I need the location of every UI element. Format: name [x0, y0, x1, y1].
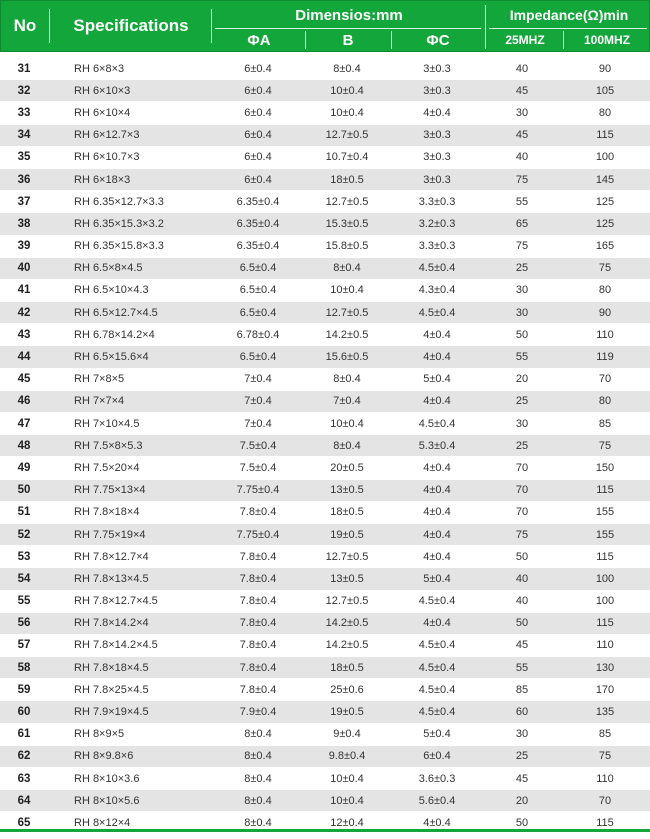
cell-no: 57 [17, 639, 31, 652]
cell-b: 14.2±0.5 [325, 639, 369, 652]
table-row [0, 213, 650, 235]
header-specifications: Specifications [73, 16, 189, 35]
cell-a: 8±0.4 [244, 750, 272, 763]
cell-a: 8±0.4 [244, 728, 272, 741]
cell-spec: RH 6×10.7×3 [74, 151, 140, 164]
cell-25mhz: 25 [515, 395, 529, 408]
header-divider [563, 31, 564, 49]
cell-a: 7.9±0.4 [239, 706, 277, 719]
cell-b: 10±0.4 [330, 284, 364, 297]
cell-25mhz: 45 [515, 772, 529, 785]
table-row [0, 746, 650, 768]
header-divider [49, 9, 50, 43]
cell-25mhz: 55 [515, 195, 529, 208]
cell-100mhz: 75 [598, 262, 612, 275]
table-row [0, 102, 650, 124]
table-bottom-rule [0, 829, 650, 832]
table-row [0, 169, 650, 191]
cell-b: 12.7±0.5 [325, 129, 369, 142]
cell-25mhz: 30 [515, 306, 529, 319]
cell-spec: RH 7.75×19×4 [74, 528, 146, 541]
cell-c: 4.5±0.4 [418, 706, 456, 719]
cell-25mhz: 25 [515, 439, 529, 452]
cell-25mhz: 55 [515, 351, 529, 364]
cell-100mhz: 100 [595, 572, 615, 585]
cell-spec: RH 6×18×3 [74, 173, 131, 186]
cell-no: 53 [17, 550, 31, 563]
cell-no: 35 [17, 151, 31, 164]
header-col-25mhz: 25MHZ [505, 33, 545, 47]
cell-spec: RH 7.8×14.2×4.5 [74, 639, 158, 652]
cell-spec: RH 6×8×3 [74, 62, 125, 75]
cell-a: 6.35±0.4 [236, 240, 280, 253]
cell-a: 7.75±0.4 [236, 484, 280, 497]
cell-no: 32 [17, 84, 31, 97]
table-row [0, 346, 650, 368]
cell-25mhz: 40 [515, 572, 529, 585]
cell-100mhz: 110 [596, 639, 614, 652]
cell-b: 9.8±0.4 [328, 750, 366, 763]
cell-c: 3±0.3 [423, 62, 451, 75]
table-row [0, 80, 650, 102]
header-no: No [13, 16, 37, 35]
cell-a: 6.78±0.4 [236, 328, 280, 341]
table-row [0, 58, 650, 80]
cell-b: 12.7±0.5 [325, 595, 369, 608]
cell-c: 4±0.4 [423, 484, 451, 497]
cell-c: 4.5±0.4 [418, 306, 456, 319]
cell-b: 12.7±0.5 [325, 550, 369, 563]
cell-a: 7.8±0.4 [239, 550, 277, 563]
cell-25mhz: 65 [515, 217, 529, 230]
cell-b: 12±0.4 [330, 816, 364, 829]
cell-spec: RH 8×9×5 [74, 728, 125, 741]
table-row [0, 502, 650, 524]
cell-spec: RH 6×10×3 [74, 84, 131, 97]
cell-25mhz: 50 [515, 550, 529, 563]
cell-100mhz: 155 [595, 506, 615, 519]
cell-100mhz: 110 [596, 772, 614, 785]
cell-100mhz: 70 [598, 373, 612, 386]
header-col-c: ΦC [426, 31, 450, 49]
cell-b: 19±0.5 [330, 706, 364, 719]
cell-b: 10±0.4 [330, 84, 364, 97]
cell-100mhz: 85 [598, 728, 612, 741]
cell-25mhz: 30 [515, 417, 529, 430]
cell-100mhz: 115 [596, 617, 614, 630]
cell-no: 39 [17, 240, 31, 253]
cell-25mhz: 70 [515, 461, 529, 474]
cell-a: 7±0.4 [244, 373, 272, 386]
cell-c: 6±0.4 [423, 750, 451, 763]
cell-b: 8±0.4 [333, 373, 361, 386]
cell-no: 56 [17, 617, 31, 630]
cell-b: 8±0.4 [333, 62, 361, 75]
cell-b: 10±0.4 [330, 106, 364, 119]
cell-c: 5.3±0.4 [418, 439, 456, 452]
cell-100mhz: 90 [598, 62, 612, 75]
cell-spec: RH 8×12×4 [74, 816, 131, 829]
cell-b: 19±0.5 [330, 528, 364, 541]
cell-b: 15.8±0.5 [325, 240, 369, 253]
table-row [0, 125, 650, 147]
cell-a: 7.75±0.4 [236, 528, 280, 541]
table-row [0, 524, 650, 546]
cell-c: 4.5±0.4 [418, 595, 456, 608]
cell-no: 33 [17, 106, 31, 119]
header-col-b: B [342, 31, 354, 49]
cell-spec: RH 7×8×5 [74, 373, 125, 386]
cell-b: 18±0.5 [330, 506, 364, 519]
header-divider [485, 5, 486, 49]
cell-25mhz: 85 [515, 683, 529, 696]
cell-c: 4.5±0.4 [418, 661, 456, 674]
table-row [0, 413, 650, 435]
cell-100mhz: 90 [598, 306, 612, 319]
header-divider [305, 31, 306, 49]
table-row [0, 302, 650, 324]
cell-a: 7.8±0.4 [239, 595, 277, 608]
cell-100mhz: 75 [598, 439, 612, 452]
cell-spec: RH 7.8×18×4 [74, 506, 140, 519]
cell-a: 7.5±0.4 [239, 439, 277, 452]
cell-c: 3.2±0.3 [418, 217, 456, 230]
cell-no: 46 [17, 395, 31, 408]
cell-100mhz: 130 [595, 661, 615, 674]
cell-no: 60 [17, 706, 31, 719]
cell-100mhz: 110 [596, 328, 614, 341]
cell-25mhz: 40 [515, 151, 529, 164]
cell-c: 3±0.3 [423, 151, 451, 164]
cell-c: 4.5±0.4 [418, 683, 456, 696]
cell-no: 55 [17, 595, 31, 608]
cell-no: 61 [17, 728, 31, 741]
cell-100mhz: 75 [598, 750, 612, 763]
cell-c: 4.5±0.4 [418, 639, 456, 652]
cell-c: 4.5±0.4 [418, 417, 456, 430]
cell-c: 3.6±0.3 [418, 772, 456, 785]
table-row [0, 391, 650, 413]
cell-c: 4±0.4 [423, 461, 451, 474]
cell-100mhz: 115 [596, 129, 614, 142]
table-row [0, 324, 650, 346]
cell-c: 4±0.4 [423, 328, 451, 341]
cell-a: 6.35±0.4 [236, 217, 280, 230]
cell-a: 6±0.4 [244, 129, 272, 142]
cell-c: 5±0.4 [423, 728, 451, 741]
cell-a: 6.5±0.4 [239, 262, 277, 275]
cell-25mhz: 30 [515, 284, 529, 297]
cell-c: 5.6±0.4 [418, 794, 456, 807]
cell-spec: RH 8×10×5.6 [74, 794, 140, 807]
cell-25mhz: 75 [515, 173, 529, 186]
table-row [0, 457, 650, 479]
cell-b: 13±0.5 [330, 572, 364, 585]
cell-no: 50 [17, 484, 31, 497]
cell-no: 65 [17, 816, 31, 829]
cell-a: 7.8±0.4 [239, 683, 277, 696]
cell-a: 7±0.4 [244, 417, 272, 430]
table-row [0, 635, 650, 657]
cell-no: 34 [17, 129, 31, 142]
table-row [0, 435, 650, 457]
cell-100mhz: 100 [595, 151, 615, 164]
cell-b: 18±0.5 [330, 661, 364, 674]
cell-25mhz: 60 [515, 706, 529, 719]
table-row [0, 480, 650, 502]
cell-c: 3.3±0.3 [418, 195, 456, 208]
cell-25mhz: 45 [515, 639, 529, 652]
cell-100mhz: 115 [596, 484, 614, 497]
cell-b: 18±0.5 [330, 173, 364, 186]
cell-a: 6±0.4 [244, 106, 272, 119]
cell-no: 54 [17, 572, 31, 585]
cell-spec: RH 7.8×12.7×4.5 [74, 595, 158, 608]
cell-spec: RH 7.5×20×4 [74, 461, 140, 474]
cell-100mhz: 105 [595, 84, 615, 97]
cell-c: 3±0.3 [423, 84, 451, 97]
cell-spec: RH 7.5×8×5.3 [74, 439, 143, 452]
cell-c: 4±0.4 [423, 550, 451, 563]
cell-spec: RH 6×10×4 [74, 106, 131, 119]
table-row [0, 546, 650, 568]
header-divider [489, 28, 647, 29]
cell-no: 63 [17, 772, 31, 785]
cell-no: 43 [17, 328, 31, 341]
cell-25mhz: 20 [515, 373, 529, 386]
cell-25mhz: 45 [515, 84, 529, 97]
cell-no: 59 [17, 683, 31, 696]
cell-100mhz: 119 [596, 351, 614, 364]
header-impedance: Impedance(Ω)min [509, 7, 629, 23]
cell-b: 12.7±0.5 [325, 195, 369, 208]
cell-spec: RH 6.5×10×4.3 [74, 284, 149, 297]
cell-25mhz: 30 [515, 106, 529, 119]
cell-a: 7.8±0.4 [239, 617, 277, 630]
cell-100mhz: 80 [598, 284, 612, 297]
cell-a: 8±0.4 [244, 816, 272, 829]
cell-a: 8±0.4 [244, 772, 272, 785]
cell-25mhz: 20 [515, 794, 529, 807]
cell-25mhz: 40 [515, 62, 529, 75]
cell-b: 8±0.4 [333, 439, 361, 452]
cell-spec: RH 6.5×8×4.5 [74, 262, 143, 275]
table-row [0, 591, 650, 613]
cell-100mhz: 135 [595, 706, 615, 719]
cell-25mhz: 40 [515, 595, 529, 608]
cell-c: 4.3±0.4 [418, 284, 456, 297]
cell-a: 8±0.4 [244, 794, 272, 807]
table-row [0, 679, 650, 701]
cell-spec: RH 7.8×25×4.5 [74, 683, 149, 696]
cell-b: 10±0.4 [330, 794, 364, 807]
cell-b: 7±0.4 [333, 395, 361, 408]
cell-spec: RH 6.35×12.7×3.3 [74, 195, 164, 208]
header-col-100mhz: 100MHZ [583, 33, 630, 47]
cell-spec: RH 6×12.7×3 [74, 129, 140, 142]
cell-b: 14.2±0.5 [325, 617, 369, 630]
cell-b: 15.3±0.5 [325, 217, 369, 230]
cell-no: 62 [17, 750, 31, 763]
cell-no: 45 [17, 373, 31, 386]
cell-b: 13±0.5 [330, 484, 364, 497]
cell-100mhz: 115 [596, 816, 614, 829]
cell-spec: RH 7.75×13×4 [74, 484, 146, 497]
cell-25mhz: 25 [515, 750, 529, 763]
cell-25mhz: 30 [515, 728, 529, 741]
table-row [0, 568, 650, 590]
cell-no: 49 [17, 461, 31, 474]
header-col-a: ΦA [247, 31, 271, 49]
table-row [0, 147, 650, 169]
cell-no: 58 [17, 661, 31, 674]
header-divider [215, 28, 481, 29]
cell-100mhz: 165 [595, 240, 615, 253]
cell-a: 6±0.4 [244, 84, 272, 97]
table-row [0, 790, 650, 812]
cell-b: 15.6±0.5 [325, 351, 369, 364]
cell-100mhz: 100 [595, 595, 615, 608]
cell-b: 25±0.6 [330, 683, 364, 696]
cell-a: 7±0.4 [244, 395, 272, 408]
cell-100mhz: 70 [598, 794, 612, 807]
cell-25mhz: 45 [515, 129, 529, 142]
cell-c: 3.3±0.3 [418, 240, 456, 253]
cell-c: 3±0.3 [423, 173, 451, 186]
table-row [0, 701, 650, 723]
cell-a: 7.8±0.4 [239, 572, 277, 585]
cell-c: 3±0.3 [423, 129, 451, 142]
cell-100mhz: 125 [595, 217, 615, 230]
cell-25mhz: 75 [515, 240, 529, 253]
cell-100mhz: 125 [595, 195, 615, 208]
cell-100mhz: 80 [598, 106, 612, 119]
table-row [0, 191, 650, 213]
cell-spec: RH 7.8×14.2×4 [74, 617, 149, 630]
cell-100mhz: 115 [596, 550, 614, 563]
cell-100mhz: 155 [595, 528, 615, 541]
cell-a: 6±0.4 [244, 151, 272, 164]
cell-no: 47 [17, 417, 31, 430]
cell-spec: RH 6.35×15.8×3.3 [74, 240, 164, 253]
cell-spec: RH 6.78×14.2×4 [74, 328, 155, 341]
cell-a: 6.5±0.4 [239, 306, 277, 319]
cell-c: 4±0.4 [423, 528, 451, 541]
cell-b: 10±0.4 [330, 417, 364, 430]
cell-25mhz: 70 [515, 484, 529, 497]
cell-a: 6.5±0.4 [239, 284, 277, 297]
cell-25mhz: 55 [515, 661, 529, 674]
cell-spec: RH 7×10×4.5 [74, 417, 140, 430]
table-row [0, 369, 650, 391]
cell-no: 42 [17, 306, 31, 319]
table-row [0, 280, 650, 302]
header-divider [391, 31, 392, 49]
cell-100mhz: 170 [595, 683, 615, 696]
cell-spec: RH 7.9×19×4.5 [74, 706, 149, 719]
cell-no: 41 [17, 284, 31, 297]
cell-c: 4±0.4 [423, 351, 451, 364]
cell-c: 4±0.4 [423, 617, 451, 630]
cell-b: 14.2±0.5 [325, 328, 369, 341]
cell-a: 7.8±0.4 [239, 639, 277, 652]
cell-25mhz: 50 [515, 816, 529, 829]
table-body [0, 58, 650, 835]
cell-no: 31 [17, 62, 31, 75]
cell-spec: RH 6.5×12.7×4.5 [74, 306, 158, 319]
cell-no: 44 [17, 351, 31, 364]
cell-100mhz: 145 [595, 173, 615, 186]
cell-no: 64 [17, 794, 31, 807]
cell-a: 7.8±0.4 [239, 661, 277, 674]
header-divider [211, 9, 212, 43]
cell-spec: RH 6.5×15.6×4 [74, 351, 149, 364]
cell-100mhz: 150 [595, 461, 615, 474]
cell-spec: RH 8×9.8×6 [74, 750, 134, 763]
cell-a: 7.8±0.4 [239, 506, 277, 519]
cell-no: 38 [17, 217, 31, 230]
cell-a: 6.35±0.4 [236, 195, 280, 208]
cell-b: 10±0.4 [330, 772, 364, 785]
cell-a: 6.5±0.4 [239, 351, 277, 364]
table-header [0, 0, 650, 52]
cell-a: 6±0.4 [244, 62, 272, 75]
cell-no: 51 [17, 506, 31, 519]
cell-spec: RH 7.8×13×4.5 [74, 572, 149, 585]
table-row [0, 258, 650, 280]
cell-no: 40 [17, 262, 31, 275]
cell-b: 10.7±0.4 [325, 151, 369, 164]
cell-spec: RH 7×7×4 [74, 395, 125, 408]
cell-a: 6±0.4 [244, 173, 272, 186]
cell-spec: RH 8×10×3.6 [74, 772, 140, 785]
table-row [0, 613, 650, 635]
table-row [0, 768, 650, 790]
cell-100mhz: 85 [598, 417, 612, 430]
cell-c: 4±0.4 [423, 506, 451, 519]
cell-c: 4±0.4 [423, 106, 451, 119]
cell-a: 7.5±0.4 [239, 461, 277, 474]
cell-no: 48 [17, 439, 31, 452]
cell-b: 12.7±0.5 [325, 306, 369, 319]
cell-spec: RH 6.35×15.3×3.2 [74, 217, 164, 230]
cell-spec: RH 7.8×18×4.5 [74, 661, 149, 674]
cell-100mhz: 80 [598, 395, 612, 408]
cell-no: 52 [17, 528, 31, 541]
table-row [0, 657, 650, 679]
cell-25mhz: 25 [515, 262, 529, 275]
cell-b: 20±0.5 [330, 461, 364, 474]
cell-c: 5±0.4 [423, 373, 451, 386]
cell-c: 4.5±0.4 [418, 262, 456, 275]
cell-25mhz: 75 [515, 528, 529, 541]
cell-25mhz: 50 [515, 617, 529, 630]
header-dimensions: Dimensios:mm [295, 6, 403, 24]
cell-c: 5±0.4 [423, 572, 451, 585]
cell-c: 4±0.4 [423, 395, 451, 408]
table-row [0, 724, 650, 746]
cell-25mhz: 50 [515, 328, 529, 341]
table-row [0, 236, 650, 258]
cell-no: 37 [17, 195, 31, 208]
cell-25mhz: 70 [515, 506, 529, 519]
cell-b: 9±0.4 [333, 728, 361, 741]
cell-b: 8±0.4 [333, 262, 361, 275]
cell-c: 4±0.4 [423, 816, 451, 829]
cell-spec: RH 7.8×12.7×4 [74, 550, 149, 563]
cell-no: 36 [17, 173, 31, 186]
